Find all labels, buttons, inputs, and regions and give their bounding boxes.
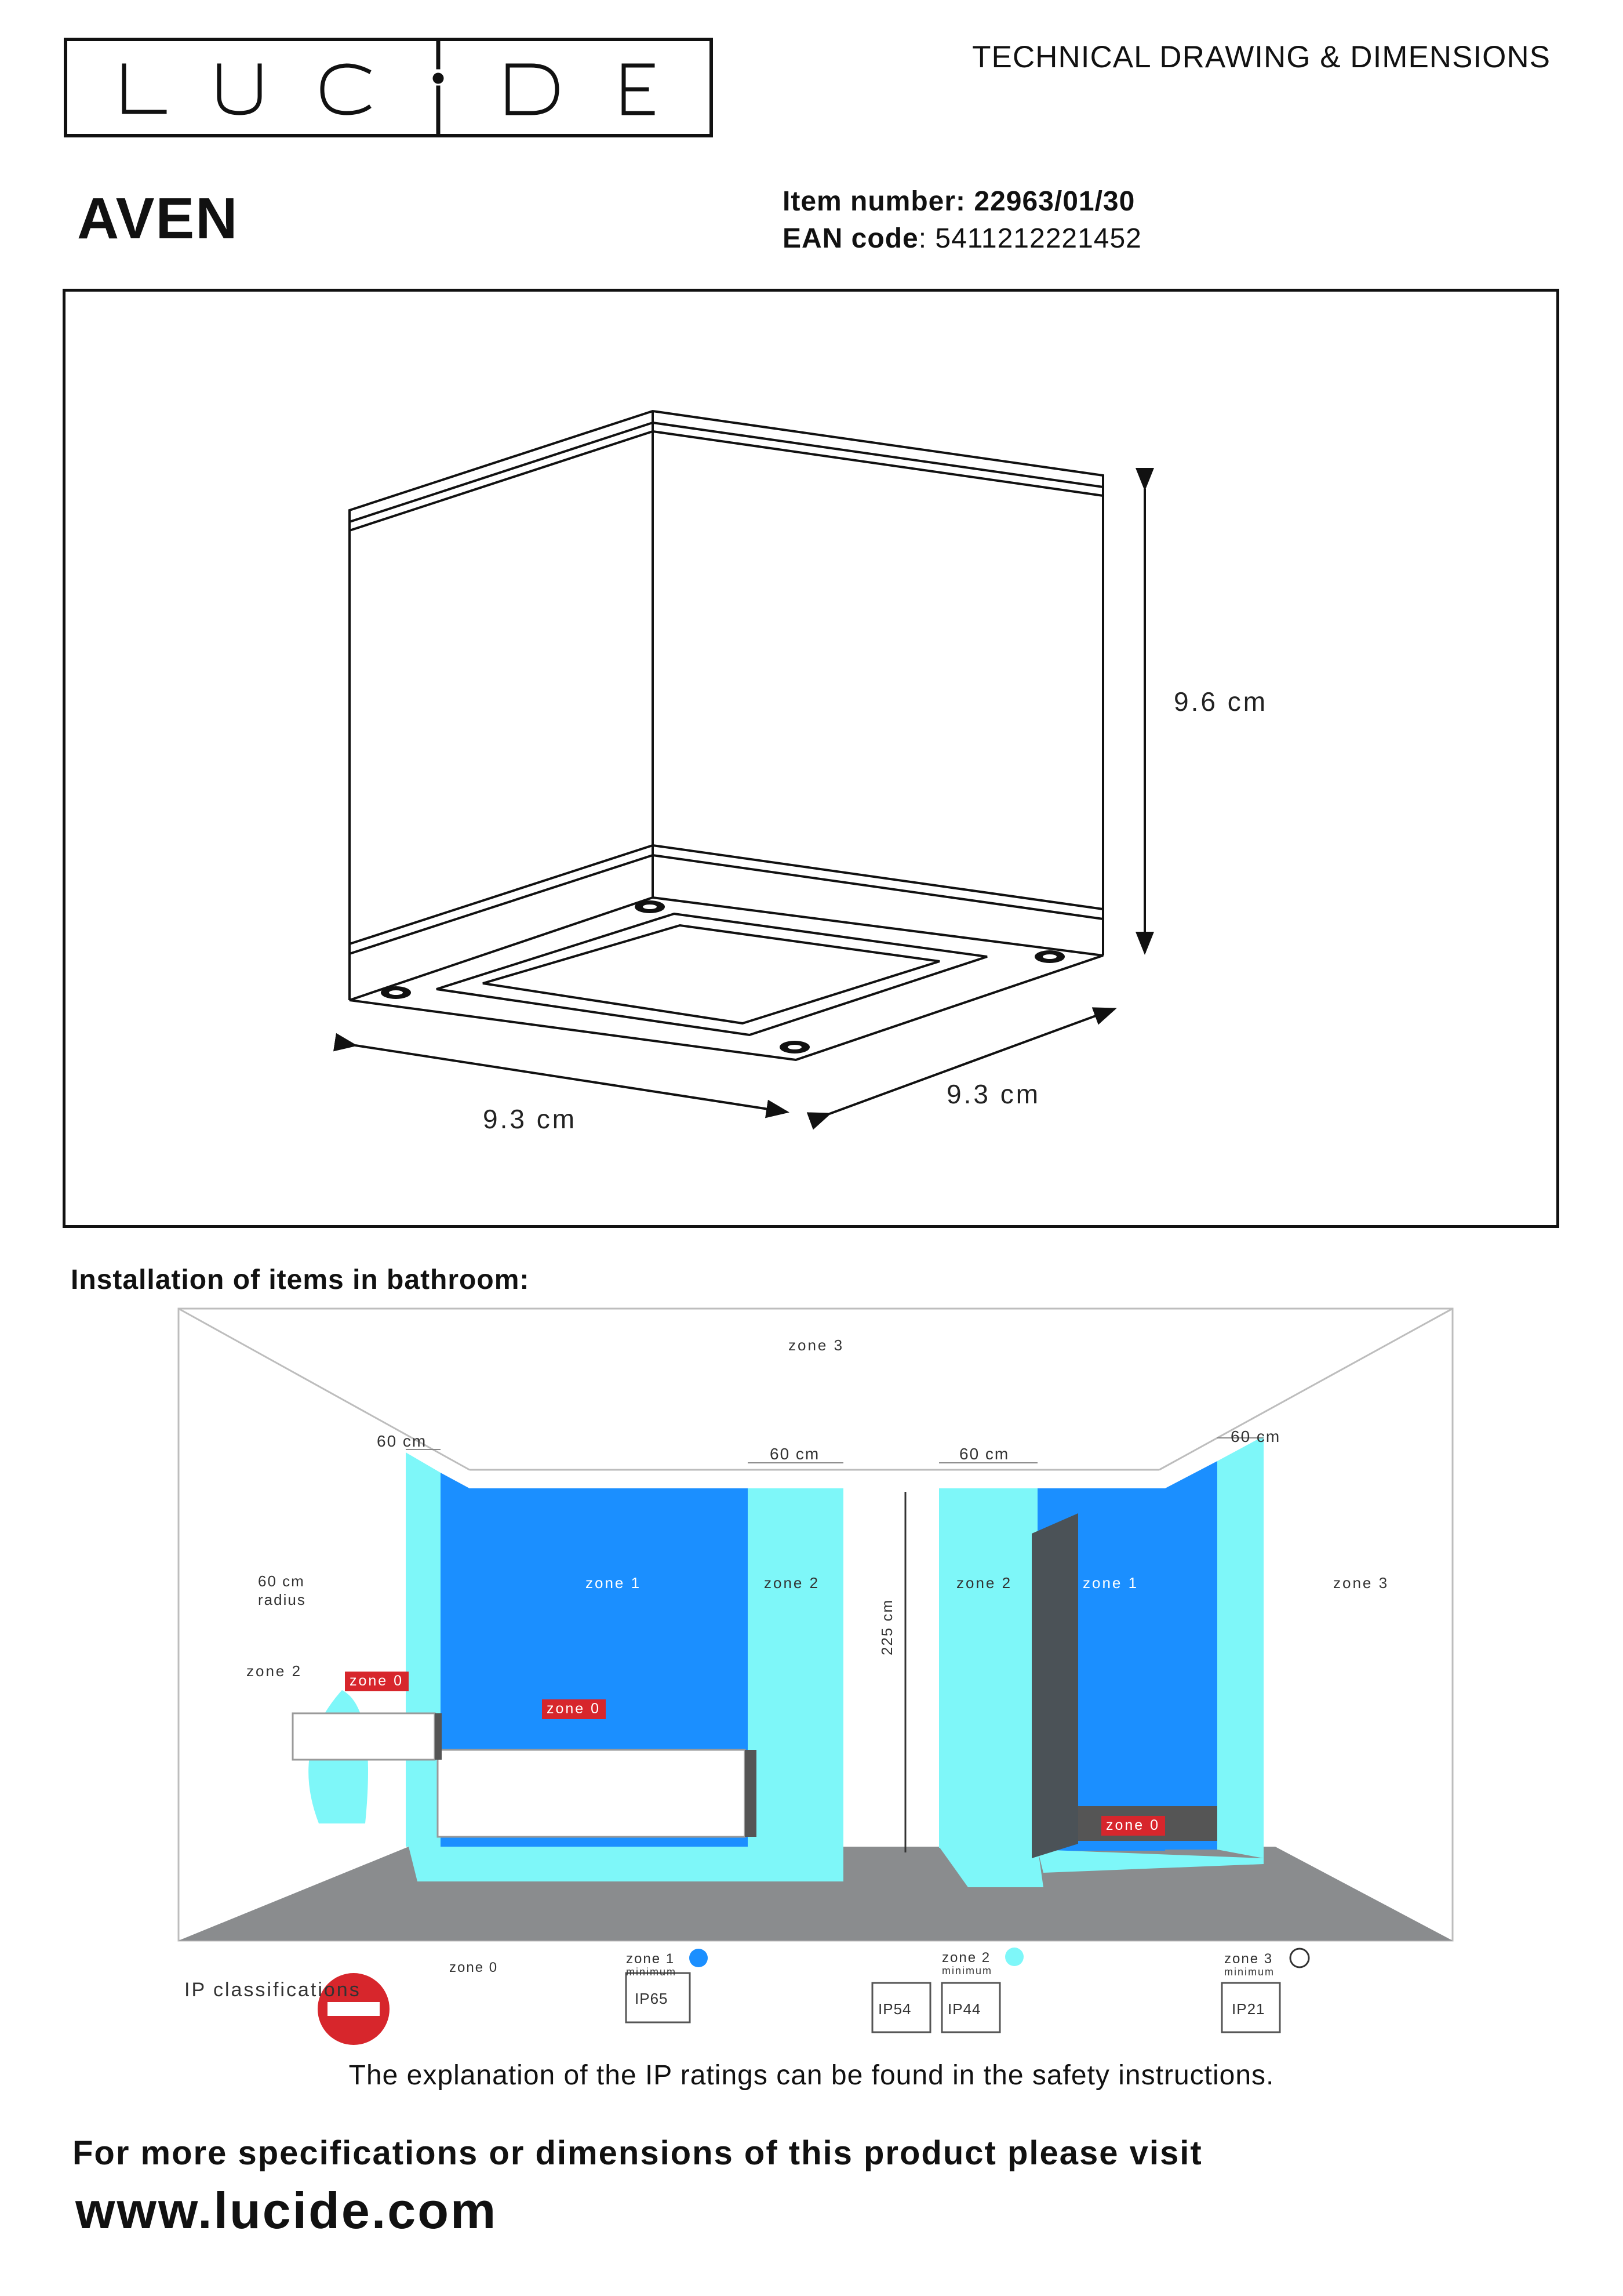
height-225-label: 225 cm: [878, 1599, 896, 1655]
document-title: TECHNICAL DRAWING & DIMENSIONS: [972, 40, 1551, 74]
ip65-badge: IP65: [635, 1990, 668, 2007]
bathroom-section-title: Installation of items in bathroom:: [71, 1265, 530, 1295]
ean-line: [783, 223, 1142, 255]
logo-lettering: [67, 41, 711, 135]
ean-label: EAN code: [783, 223, 919, 254]
zone0-shower-badge: zone 0: [1106, 1817, 1160, 1833]
ean-value: : 5411212221452: [918, 223, 1142, 254]
zone0-sink-badge: zone 0: [350, 1673, 404, 1689]
ip21-badge: IP21: [1232, 2000, 1265, 2018]
product-name: AVEN: [77, 186, 239, 251]
height-dimension-label: 9.6 cm: [1174, 686, 1268, 717]
ip-zone3-label: zone 3: [1224, 1951, 1273, 1967]
zone2-shower-label: zone 2: [956, 1574, 1013, 1592]
ip-zone3-minimum: minimum: [1224, 1966, 1275, 1978]
more-specs-text: For more specifications or dimensions of this product please visit: [72, 2134, 1203, 2172]
zone2-sink-label: zone 2: [246, 1662, 303, 1680]
distance-60-mid-right: 60 cm: [959, 1445, 1010, 1463]
zone3-top-label: zone 3: [788, 1336, 845, 1354]
bathroom-zones-diagram: [174, 1307, 1461, 2052]
item-number-value: 22963/01/30: [974, 186, 1136, 217]
lucide-logo: [64, 38, 713, 137]
zone1-right-label: zone 1: [1083, 1574, 1139, 1592]
ip-zone1-minimum: minimum: [626, 1966, 677, 1978]
item-number-line: [783, 186, 1135, 217]
technical-drawing: [63, 289, 1559, 1228]
width-dimension-label: 9.3 cm: [483, 1104, 577, 1134]
product-drawing: [65, 292, 1556, 1225]
cube-outline: [350, 411, 1103, 1060]
zone1-left-label: zone 1: [585, 1574, 642, 1592]
distance-60-right: 60 cm: [1231, 1427, 1281, 1445]
ip-zone2-minimum: minimum: [942, 1965, 993, 1977]
ip-zone0-label: zone 0: [449, 1960, 498, 1975]
depth-dimension-label: 9.3 cm: [947, 1079, 1041, 1109]
radius-word-label: radius: [258, 1591, 306, 1608]
radius-60-label: 60 cm: [258, 1572, 305, 1590]
zone2-bath-label: zone 2: [764, 1574, 820, 1592]
zone0-bath-badge: zone 0: [547, 1701, 601, 1717]
ip-zone2-label: zone 2: [942, 1950, 991, 1966]
distance-60-left: 60 cm: [377, 1432, 427, 1450]
ip-classifications-heading: IP classifications: [184, 1979, 361, 2001]
ip-ratings-note: The explanation of the IP ratings can be found in the safety instructions.: [348, 2060, 1275, 2091]
ip-zone1-label: zone 1: [626, 1951, 675, 1967]
item-number-label: Item number:: [783, 186, 966, 217]
zone3-right-label: zone 3: [1333, 1574, 1389, 1592]
distance-60-mid-left: 60 cm: [770, 1445, 820, 1463]
ip44-badge: IP44: [948, 2000, 981, 2018]
website-link[interactable]: www.lucide.com: [75, 2182, 498, 2239]
ip54-badge: IP54: [878, 2000, 912, 2018]
